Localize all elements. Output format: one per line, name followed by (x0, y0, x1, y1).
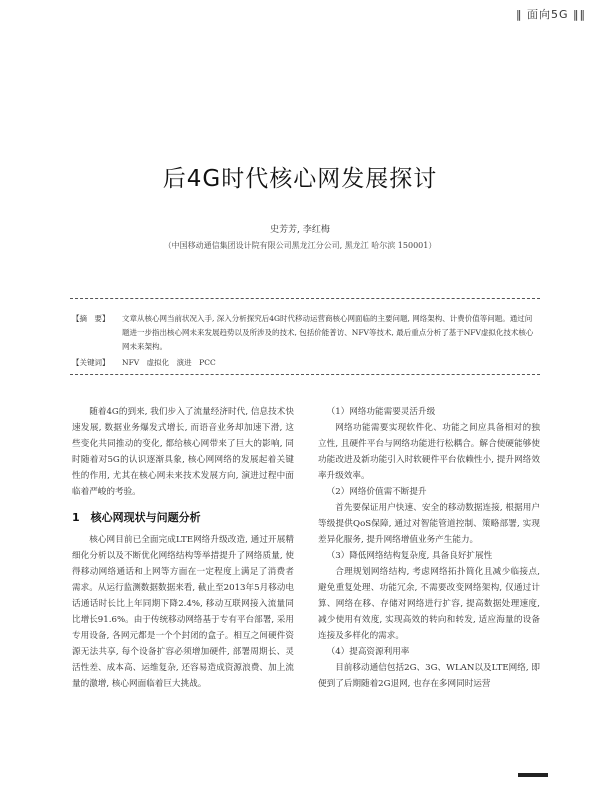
divider-top (70, 298, 540, 299)
abstract-block (72, 312, 538, 354)
keywords-block (72, 356, 538, 370)
abstract-label: 【摘 要】 (72, 314, 110, 323)
subheading-1: （1）网络功能需要灵活升级 (326, 407, 436, 417)
divider-bottom (70, 374, 540, 375)
body-paragraph-3: 合理规划网络结构, 考虑网络拓扑简化且减少临接点, 避免重复处理、功能冗余, 不需要改变网络架构, 仅通过计算、网络在移、存储对网络进行扩容, 提高数据处理速度, 减少使用有效度, 实现高效的转向和转发, 适应海量的设备连接及多样化的需求。 (318, 567, 540, 641)
intro-paragraph: 随着4G的到来, 我们步入了流量经济时代, 信息技术快速发展, 数据业务爆发式增长, 而语音业务却加速下滑, 这些变化共同推动的变化, 都给核心网带来了巨大的影响, 同时随着对5G的认识逐渐具象, 核心网网络的发展起着关键性的作用, 尤其在核心网未来技术发展方向, 演进过程中面临着严峻的考验。 (72, 407, 294, 497)
left-column (72, 404, 294, 692)
section-header-tag: ‖ 面向5G ‖‖ (515, 8, 586, 21)
abstract-text: 文章从核心网当前状况入手, 深入分析探究后4G时代移动运营商核心网面临的主要问题, 网络架构、计费价值等问题。通过问题进一步指出核心网未来发展趋势以及所涉及的技术, 包括价能普访、NFV等技术, 最后重点分析了基于NFV虚拟化技术核心网未来架构。 (122, 314, 534, 351)
page-corner-mark (518, 773, 548, 777)
keywords-label: 【关键词】 (72, 358, 110, 367)
article-title: 后4G时代核心网发展探讨 (162, 166, 438, 192)
right-column (318, 404, 540, 692)
section-heading: 1 核心网现状与问题分析 (72, 511, 201, 524)
subheading-4: （4）提高资源利用率 (326, 647, 410, 657)
authors: 史芳芳, 李红梅 (270, 225, 330, 235)
body-paragraph-4: 目前移动通信包括2G、3G、WLAN以及LTE网络, 即便到了后期随着2G退网, 也存在多网同时运营 (318, 663, 540, 689)
body-paragraph: 核心网目前已全面完成LTE网络升级改造, 通过开展精细化分析以及不断优化网络结构等举措提升了网络质量, 使得移动网络通话和上网等方面在一定程度上满足了消费者需求。从运行监测数据数据来看, 截止至2013年5月移动电话通话时长比上年同期下降2.4%, 移动互联网接入流量同比增长91.6%。由于传统移动网络基于专有平台部署, 采用专用设备, 各网元都是一个个封闭的盒子。相互之间硬件资源无法共享, 每个设备扩容必须增加硬件, 部署周期长、灵活性差、成本高、运维复杂, 还容易造成资源浪费、加上流量的激增, 核心网面临着巨大挑战。 (72, 535, 294, 689)
keywords-text: NFV 虚拟化 演进 PCC (122, 358, 216, 367)
body-paragraph-1: 网络功能需要实现软件化、功能之间应具备相对的独立性, 且硬件平台与网络功能进行松耦合。解合使硬能够使功能改进及新功能引入时软硬件平台依赖性小, 提升网络效率升级效率。 (318, 423, 540, 481)
body-paragraph-2: 首先要保证用户快速、安全的移动数据连接, 根据用户等级提供QoS保障, 通过对智能管道控制、策略部署, 实现差异化服务, 提升网络增值业务产生能力。 (318, 503, 540, 545)
subheading-2: （2）网络价值需不断提升 (326, 487, 427, 497)
subheading-3: （3）降低网络结构复杂度, 具备良好扩展性 (326, 551, 493, 561)
affiliation: （中国移动通信集团设计院有限公司黑龙江分公司, 黑龙江 哈尔滨 150001） (163, 241, 437, 250)
